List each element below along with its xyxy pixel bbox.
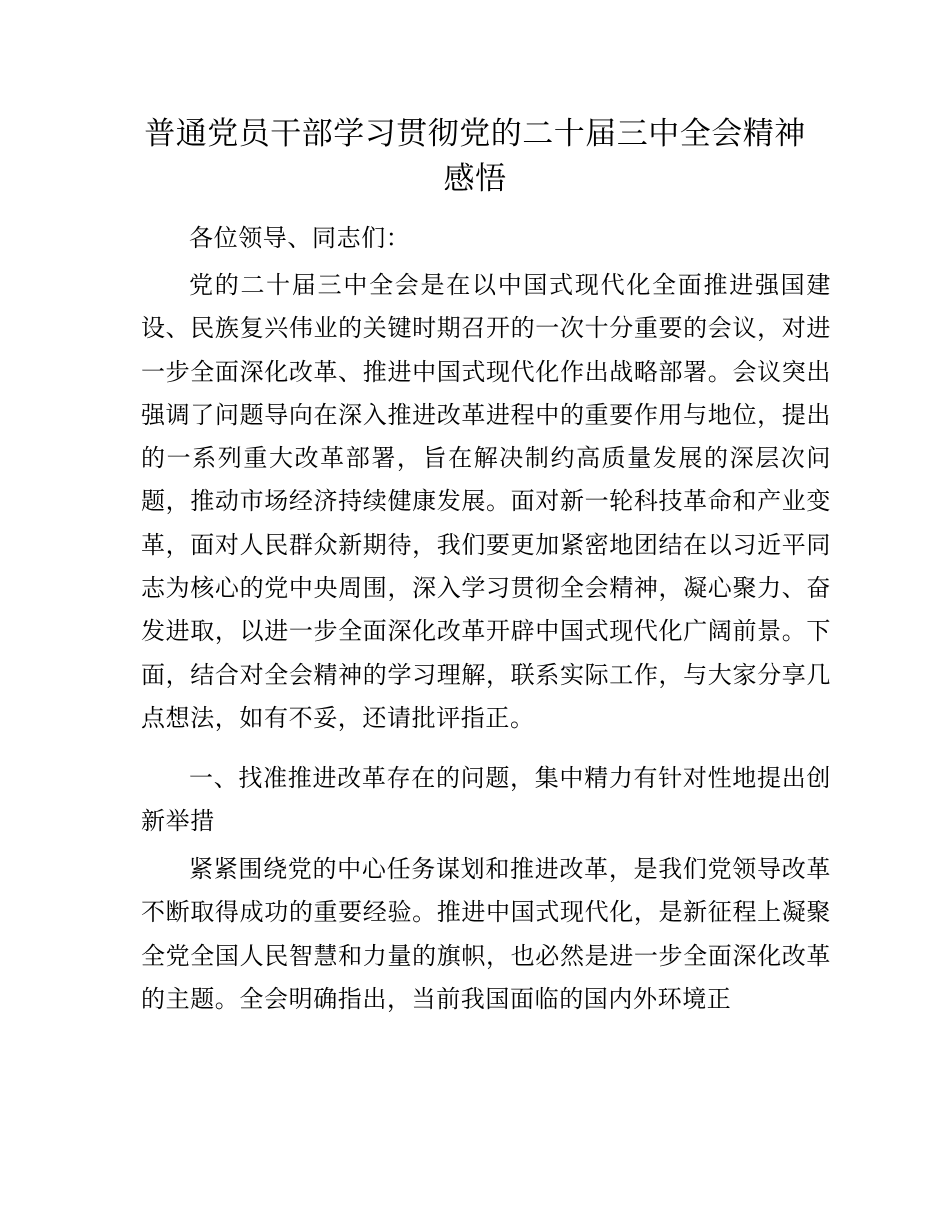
section-heading-1: 一、找准推进改革存在的问题，集中精力有针对性地提出创新举措 xyxy=(141,764,831,836)
paragraph-intro: 党的二十届三中全会是在以中国式现代化全面推进强国建设、民族复兴伟业的关键时期召开的一次十分重要的会议，对进一步全面深化改革、推进中国式现代化作出战略部署。会议突出强调了问题导向在深入推进改革进程中的重要作用与地位，提出的一系列重大改革部署，旨在解决制约高质量发展的深层次问题，推动市场经济持续健康发展。面对新一轮科技革命和产业变革，面对人民群众新期待，我们要更加紧密地团结在以习近平同志为核心的党中央周围，深入学习贯彻全会精神，凝心聚力、奋发进取，以进一步全面深化改革开辟中国式现代化广阔前景。下面，结合对全会精神的学习理解，联系实际工作，与大家分享几点想法，如有不妥，还请批评指正。 xyxy=(141,271,831,732)
paragraph-section-1: 紧紧围绕党的中心任务谋划和推进改革，是我们党领导改革不断取得成功的重要经验。推进中国式现代化，是新征程上凝聚全党全国人民智慧和力量的旗帜，也必然是进一步全面深化改革的主题。全会明确指出，当前我国面临的国内外环境正 xyxy=(141,855,831,1013)
greeting: 各位领导、同志们： xyxy=(189,224,411,252)
document-title: 普通党员干部学习贯彻党的二十届三中全会精神感悟 xyxy=(144,116,806,197)
